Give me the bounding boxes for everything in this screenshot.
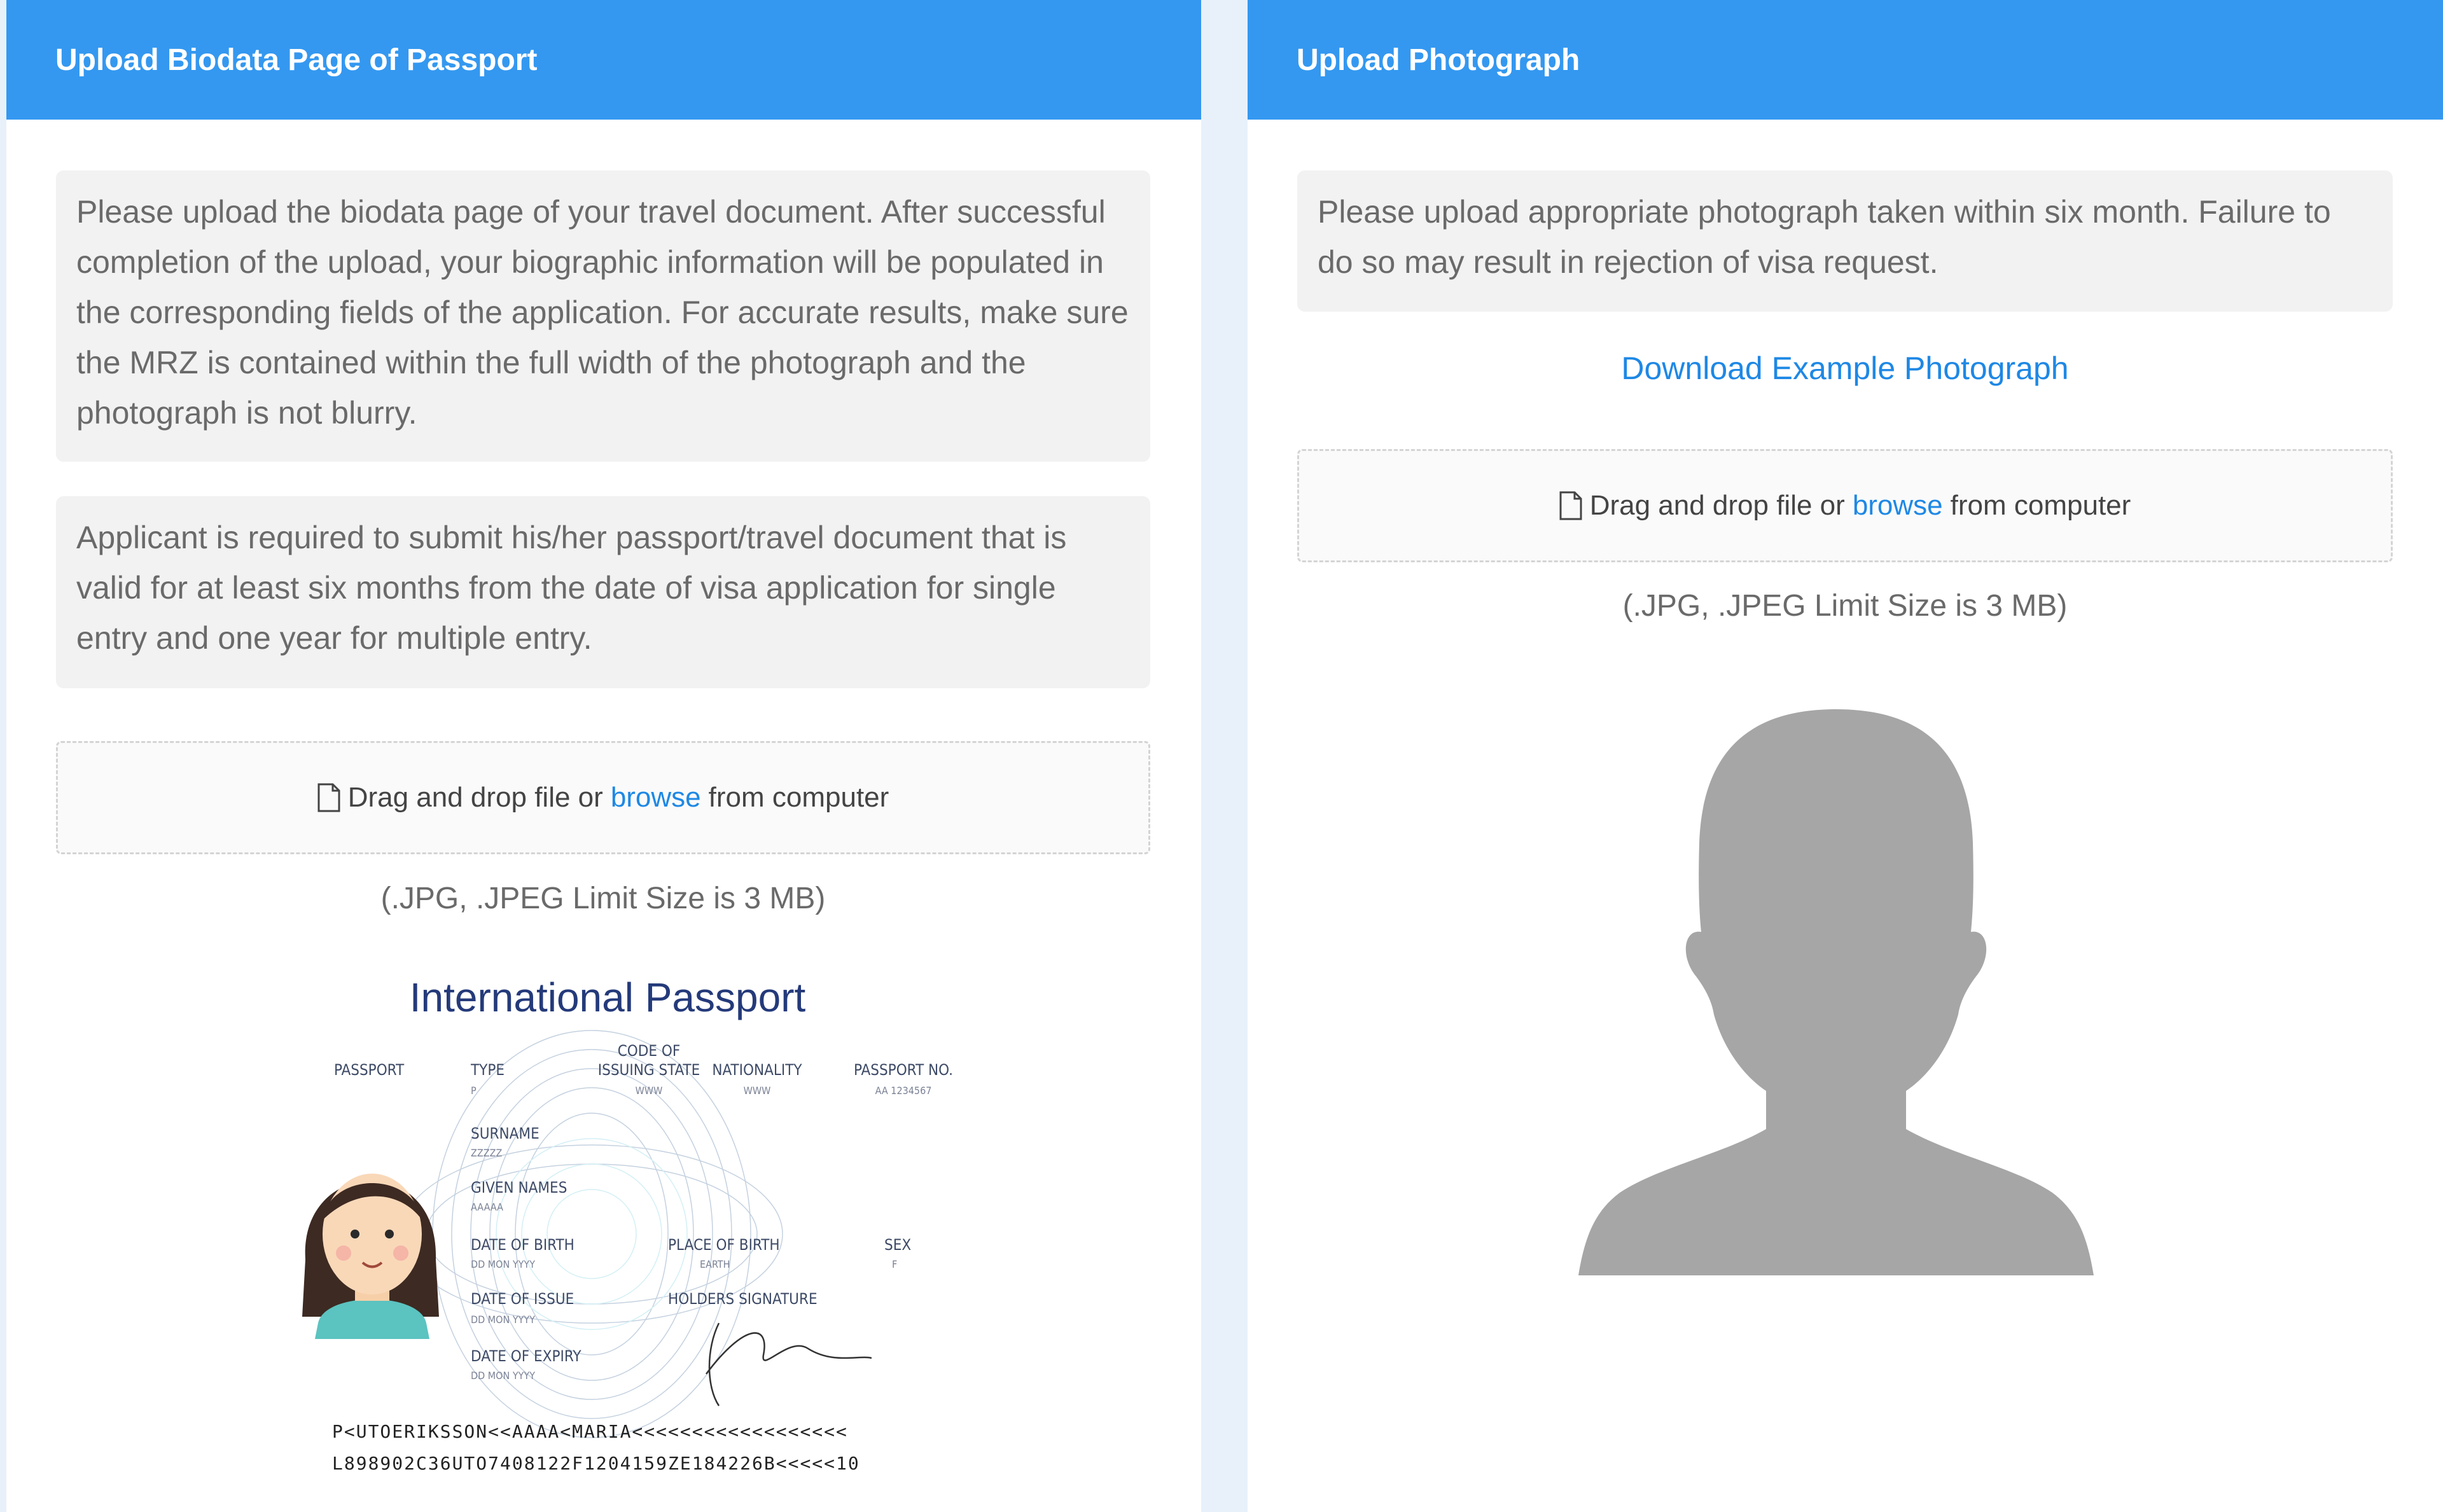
label-doi: DATE OF ISSUE	[471, 1290, 574, 1308]
value-surname: ZZZZZ	[471, 1147, 503, 1159]
value-pob: EARTH	[700, 1258, 730, 1270]
file-icon	[1559, 491, 1582, 520]
person-silhouette-icon	[1569, 709, 2103, 1282]
value-code: WWW	[635, 1085, 663, 1097]
passport-dropzone[interactable]	[56, 741, 1150, 854]
label-pob: PLACE OF BIRTH	[668, 1236, 780, 1254]
biodata-instructions: Please upload the biodata page of your travel document. After successful completion of the upload, your biographic information will be populated in the corresponding fields of the application. For accurate results, make sure the MRZ is contained within the full width of the photograph and the photograph is not blurry.	[56, 170, 1150, 462]
label-passport: PASSPORT	[334, 1061, 405, 1079]
passport-sample-image	[261, 967, 973, 1488]
dropzone-text-prefix: Drag and drop file or	[347, 782, 603, 813]
browse-link[interactable]: browse	[610, 782, 701, 813]
label-code-2: ISSUING STATE	[597, 1061, 700, 1079]
value-given-names: AAAAA	[471, 1201, 503, 1213]
passport-size-limit: (.JPG, .JPEG Limit Size is 3 MB)	[380, 882, 826, 915]
label-sex: SEX	[884, 1236, 912, 1254]
guilloche-pattern	[401, 1030, 783, 1438]
label-signature: HOLDERS SIGNATURE	[668, 1290, 818, 1308]
value-dob: DD MON YYYY	[471, 1258, 535, 1270]
value-sex: F	[892, 1258, 898, 1270]
file-icon	[317, 783, 340, 812]
passport-validity-notice: Applicant is required to submit his/her passport/travel document that is valid for at least six months from the date of visa application for single entry and one year for multiple entry.	[56, 496, 1150, 688]
value-doi: DD MON YYYY	[471, 1314, 535, 1326]
photo-size-limit: (.JPG, .JPEG Limit Size is 3 MB)	[1622, 589, 2068, 623]
label-code-1: CODE OF	[617, 1042, 681, 1060]
value-nationality: WWW	[743, 1085, 771, 1097]
passport-panel-header	[6, 0, 1201, 120]
photo-dropzone[interactable]	[1297, 449, 2393, 562]
dropzone-text-suffix: from computer	[708, 782, 889, 813]
download-example-link[interactable]: Download Example Photograph	[1621, 350, 2069, 386]
label-dob: DATE OF BIRTH	[471, 1236, 574, 1254]
label-nationality: NATIONALITY	[712, 1061, 802, 1079]
photo-instructions: Please upload appropriate photograph taken within six month. Failure to do so may result in rejection of visa request.	[1297, 170, 2393, 312]
value-doe: DD MON YYYY	[471, 1370, 535, 1382]
passport-sample-svg	[261, 967, 973, 1488]
value-type: P	[471, 1085, 477, 1097]
label-doe: DATE OF EXPIRY	[471, 1347, 581, 1365]
label-surname: SURNAME	[471, 1125, 539, 1142]
photo-panel-title: Upload Photograph	[1297, 43, 1580, 77]
passport-avatar	[302, 1174, 439, 1339]
browse-link[interactable]: browse	[1852, 490, 1943, 521]
mrz-line-1: P<UTOERIKSSON<<AAAA<MARIA<<<<<<<<<<<<<<<<<<	[332, 1421, 848, 1442]
label-type: TYPE	[471, 1061, 505, 1079]
label-given-names: GIVEN NAMES	[471, 1179, 567, 1196]
label-passport-no: PASSPORT NO.	[854, 1061, 953, 1079]
passport-upload-panel	[6, 0, 1201, 1512]
value-passport-no: AA 1234567	[875, 1085, 932, 1097]
passport-panel-title: Upload Biodata Page of Passport	[55, 43, 538, 77]
mrz-line-2: L898902C36UTO7408122F1204159ZE184226B<<<<<10	[332, 1453, 860, 1474]
photo-panel-header	[1248, 0, 2443, 120]
photo-placeholder	[1569, 709, 2103, 1282]
dropzone-text-suffix: from computer	[1950, 490, 2131, 521]
signature-scribble	[706, 1323, 872, 1406]
dropzone-text-prefix: Drag and drop file or	[1589, 490, 1845, 521]
passport-heading: International Passport	[409, 974, 806, 1020]
photograph-upload-panel	[1248, 0, 2443, 1512]
